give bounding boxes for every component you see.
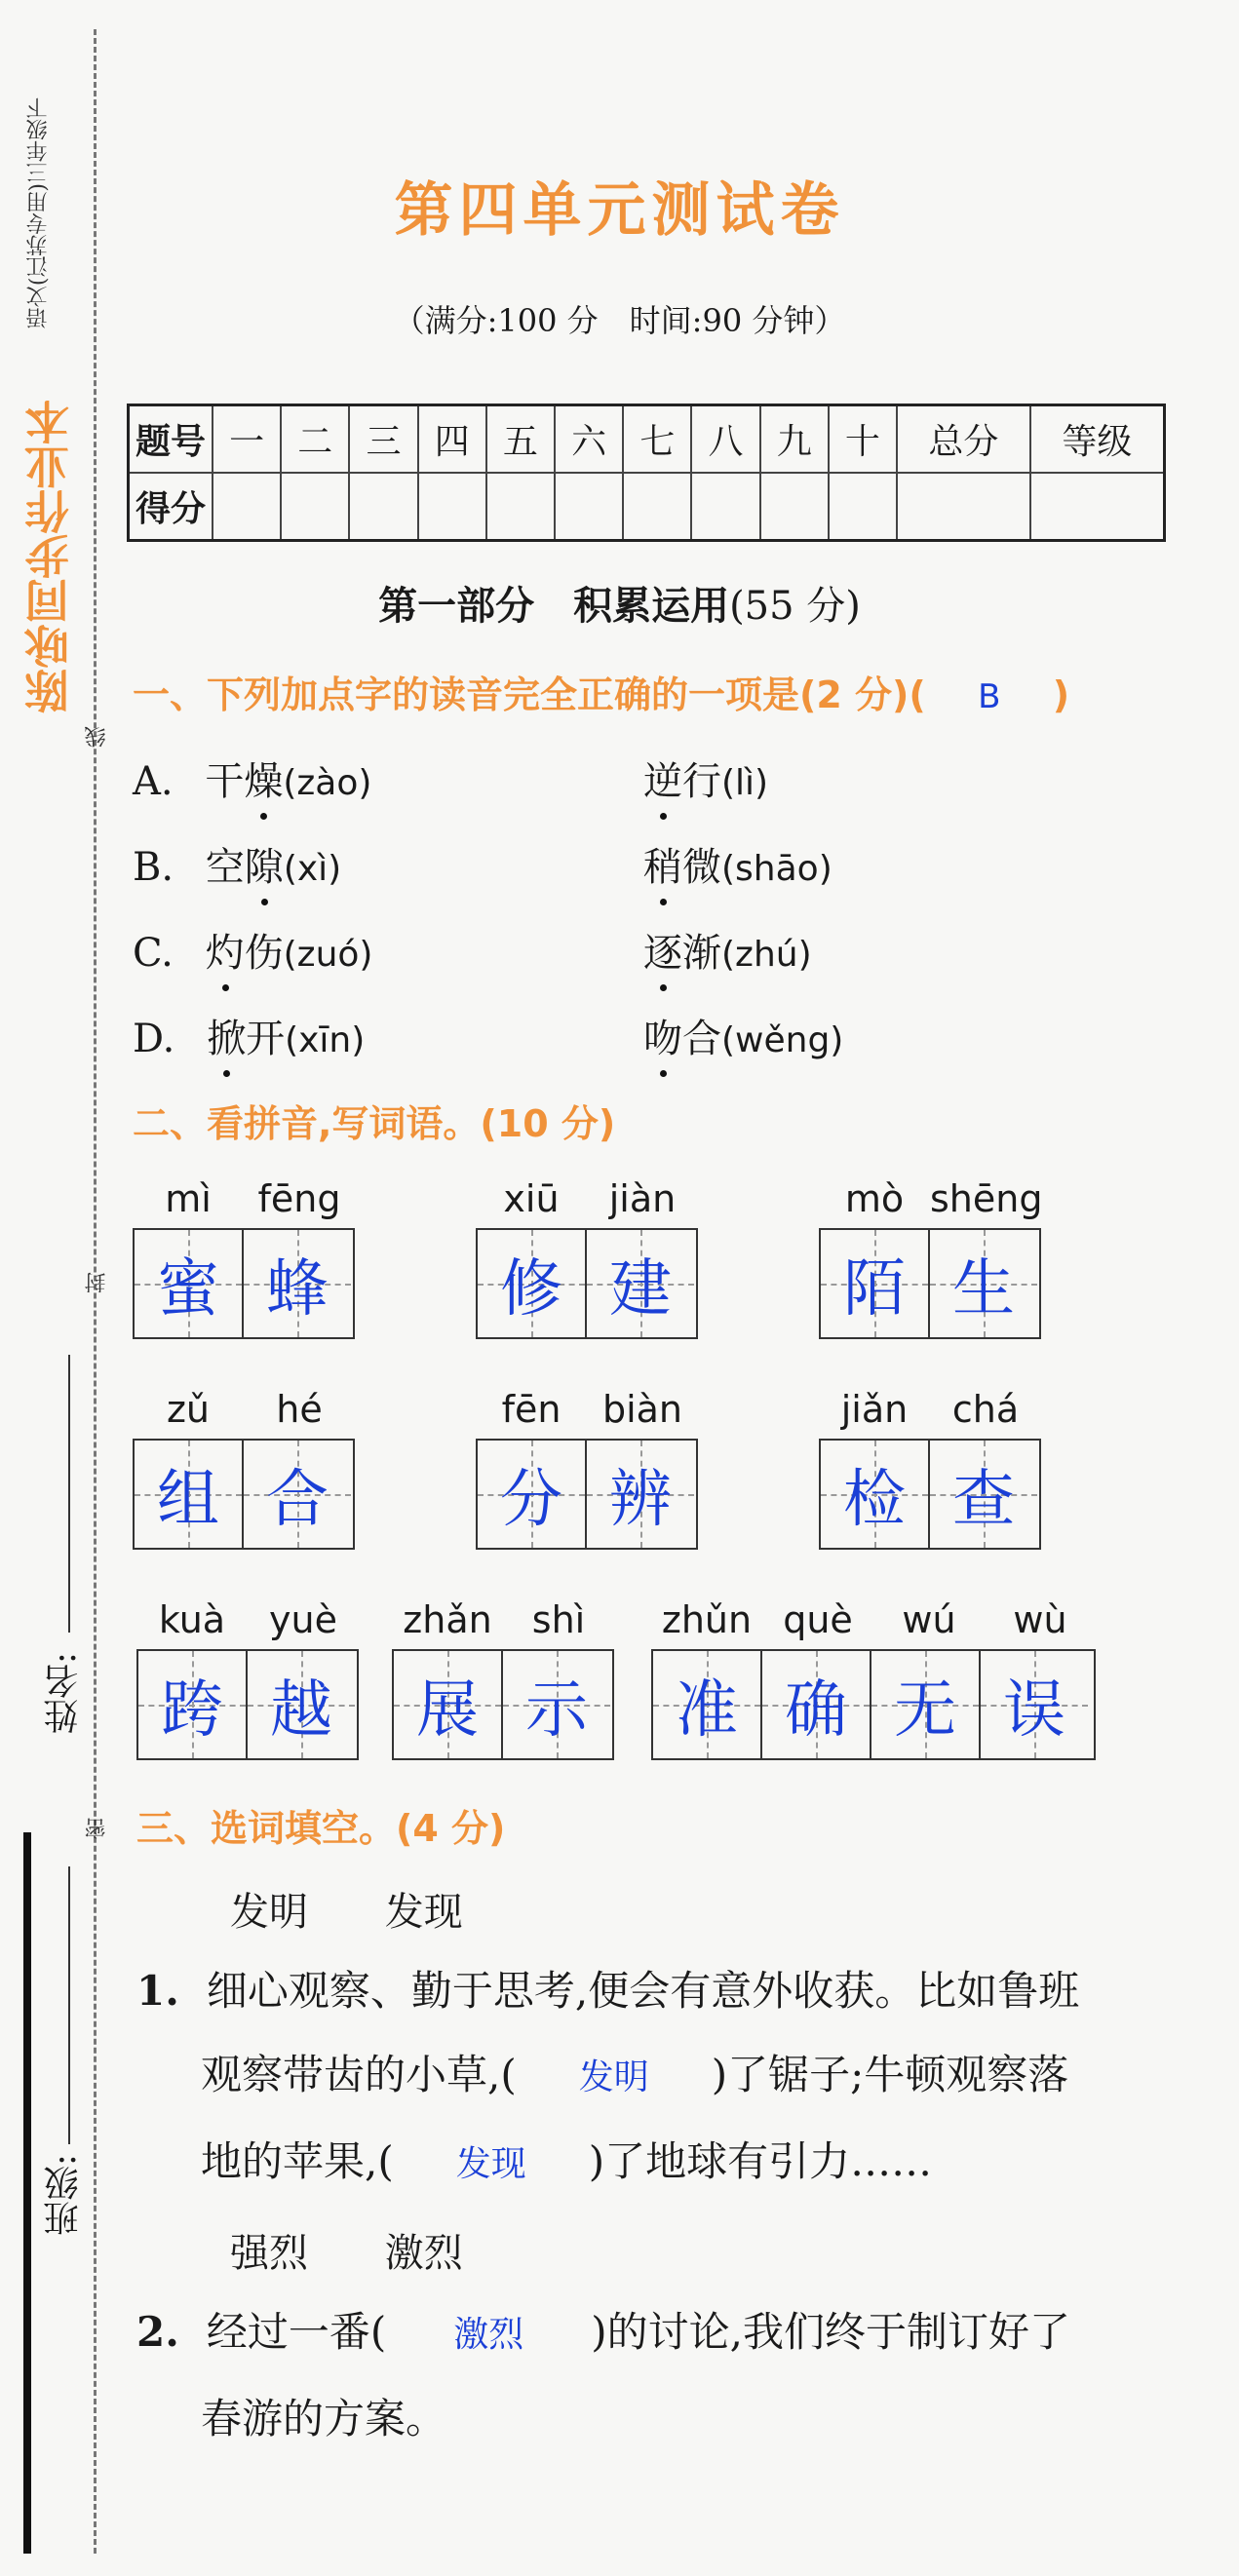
table-header-cell: 七 — [623, 405, 691, 474]
fill-answer-2[interactable]: 发现 — [455, 2144, 526, 2184]
name-label: 姓名: — [44, 1652, 84, 1735]
writing-box[interactable]: 越 — [248, 1651, 355, 1758]
pinyin-group — [133, 1177, 355, 1339]
pinyin-label: zhǎn — [403, 1598, 492, 1641]
pinyin-label: biàn — [601, 1388, 683, 1431]
writing-box[interactable]: 准 — [653, 1651, 762, 1758]
pinyin-group — [651, 1598, 1096, 1760]
score-cell[interactable] — [418, 473, 486, 541]
option-letter: B. — [133, 845, 174, 890]
pinyin-group — [476, 1177, 698, 1339]
table-header-cell: 总分 — [897, 405, 1030, 474]
pinyin-group — [819, 1177, 1041, 1339]
table-header-cell: 二 — [281, 405, 349, 474]
question-1-heading — [133, 665, 1069, 718]
seal-mark-xian: 线 — [85, 726, 109, 748]
word-choice: 强烈 — [230, 2231, 308, 2276]
writing-box[interactable]: 修 — [478, 1230, 587, 1337]
pinyin-label: kuà — [158, 1598, 226, 1641]
option-letter: C. — [133, 931, 174, 976]
pinyin-label: yuè — [269, 1598, 337, 1641]
fill-item-1: 1. 细心观察、勤于思考,便会有意外收获。比如鲁班 观察带齿的小草,( 发明 )了锯子;牛顿观察落 地的苹果,( 发现 )了地球有引力…… — [136, 1949, 1079, 2207]
pinyin-label: jiàn — [608, 1177, 677, 1220]
option-pinyin: (zhú) — [721, 935, 812, 975]
class-line[interactable] — [68, 1866, 70, 2144]
pinyin-group — [133, 1388, 355, 1550]
score-cell[interactable] — [555, 473, 623, 541]
table-header-cell: 五 — [486, 405, 555, 474]
writing-box[interactable]: 建 — [587, 1230, 694, 1337]
option-pinyin: (zào) — [283, 763, 372, 803]
pinyin-label: xiū — [503, 1177, 560, 1220]
writing-box[interactable]: 蜜 — [135, 1230, 244, 1337]
table-row — [129, 405, 1165, 474]
pinyin-label: jiǎn — [840, 1388, 909, 1431]
fill-item-2: 2. 经过一番( 激烈 )的讨论,我们终于制订好了 春游的方案。 — [136, 2290, 1070, 2461]
writing-box[interactable]: 辨 — [587, 1441, 694, 1548]
score-cell[interactable] — [760, 473, 829, 541]
score-cell[interactable] — [897, 473, 1030, 541]
fill-answer-1[interactable]: 发明 — [578, 2057, 649, 2097]
writing-box[interactable]: 确 — [762, 1651, 871, 1758]
score-cell[interactable] — [623, 473, 691, 541]
option-pinyin: (lì) — [721, 763, 769, 803]
table-header-cell: 十 — [829, 405, 897, 474]
score-cell[interactable] — [486, 473, 555, 541]
question-1-close: ) — [1052, 673, 1070, 716]
pinyin-group — [476, 1388, 698, 1550]
option-word: 灼伤 — [206, 931, 284, 976]
score-cell[interactable] — [281, 473, 349, 541]
pinyin-label: hé — [276, 1388, 323, 1431]
pinyin-group — [136, 1598, 359, 1760]
name-line[interactable] — [68, 1355, 70, 1633]
option-word: 空隙 — [206, 845, 284, 890]
table-header-cell: 九 — [760, 405, 829, 474]
table-header-cell: 八 — [691, 405, 759, 474]
score-cell[interactable] — [829, 473, 897, 541]
option-word: 掀开 — [207, 1017, 285, 1061]
pinyin-label: fēng — [257, 1177, 341, 1220]
pinyin-label: zhǔn — [661, 1598, 753, 1641]
option-c-word2: 逐渐(zhú) — [643, 922, 812, 978]
table-row — [129, 473, 1165, 541]
item-number: 1. — [136, 1967, 179, 2015]
class-label: 班级: — [44, 2154, 84, 2237]
writing-box[interactable]: 展 — [394, 1651, 503, 1758]
writing-box[interactable]: 分 — [478, 1441, 587, 1548]
word-choice: 发现 — [384, 1890, 463, 1935]
option-pinyin: (xīn) — [285, 1020, 366, 1060]
pinyin-label: wù — [1013, 1598, 1067, 1641]
option-a[interactable] — [133, 750, 371, 806]
writing-box[interactable]: 蜂 — [244, 1230, 351, 1337]
option-pinyin: (zuó) — [283, 935, 373, 975]
word-choice: 激烈 — [384, 2231, 463, 2276]
option-a-word2: 逆行(lì) — [643, 750, 768, 806]
pinyin-label: què — [783, 1598, 853, 1641]
score-cell[interactable] — [213, 473, 281, 541]
pinyin-label: fēn — [501, 1388, 561, 1431]
page-title: 第四单元测试卷 — [394, 176, 845, 245]
writing-box[interactable]: 组 — [135, 1441, 244, 1548]
writing-box[interactable]: 查 — [930, 1441, 1037, 1548]
option-d[interactable] — [133, 1008, 365, 1063]
pinyin-label: shì — [531, 1598, 586, 1641]
brand-subtitle: 语文(江苏专用)三年级下 — [26, 97, 51, 329]
writing-box[interactable]: 误 — [981, 1651, 1088, 1758]
question-2-heading: 二、看拼音,写词语。(10 分) — [133, 1102, 616, 1145]
table-header-cell: 六 — [555, 405, 623, 474]
question-1-text: 一、下列加点字的读音完全正确的一项是(2 分)( — [133, 673, 926, 716]
writing-box[interactable]: 示 — [503, 1651, 610, 1758]
option-letter: D. — [133, 1017, 175, 1061]
pinyin-label: wú — [902, 1598, 956, 1641]
part-one-title: 第一部分 积累运用 — [378, 583, 730, 629]
pinyin-label: shēng — [930, 1177, 1043, 1220]
writing-box[interactable]: 陌 — [821, 1230, 930, 1337]
part-one-heading — [0, 575, 1239, 631]
exam-info: （满分:100 分 时间:90 分钟） — [393, 302, 846, 339]
table-header-cell: 三 — [349, 405, 417, 474]
table-header-cell: 等级 — [1030, 405, 1165, 474]
option-pinyin: (xì) — [283, 849, 342, 889]
margin-bar — [23, 1832, 31, 2554]
score-cell[interactable] — [349, 473, 417, 541]
table-row-label: 得分 — [129, 473, 213, 541]
option-pinyin: (wěng) — [721, 1020, 844, 1060]
seal-mark-feng: 封 — [85, 1272, 109, 1293]
table-header-cell: 题号 — [129, 405, 213, 474]
pinyin-label: zǔ — [166, 1388, 211, 1431]
fill-answer-3[interactable]: 激烈 — [453, 2315, 524, 2355]
pinyin-label: mì — [165, 1177, 212, 1220]
option-word: 干燥 — [205, 759, 283, 804]
pinyin-group — [392, 1598, 614, 1760]
question-1-answer[interactable]: B — [978, 677, 1001, 716]
option-c[interactable] — [133, 922, 372, 978]
writing-box[interactable]: 跨 — [138, 1651, 248, 1758]
word-choice: 发明 — [230, 1890, 308, 1935]
option-letter: A. — [133, 759, 174, 804]
item-number: 2. — [136, 2308, 179, 2356]
writing-box[interactable]: 生 — [930, 1230, 1037, 1337]
pinyin-label: chá — [951, 1388, 1020, 1431]
writing-box[interactable]: 无 — [871, 1651, 981, 1758]
writing-box[interactable]: 合 — [244, 1441, 351, 1548]
option-b-word2: 稍微(shāo) — [643, 836, 832, 892]
brand-logo-text: 陈咏同步作业本 — [23, 400, 76, 713]
score-cell[interactable] — [691, 473, 759, 541]
word-choice-1 — [230, 1881, 463, 1937]
pinyin-group — [819, 1388, 1041, 1550]
question-3-heading: 三、选词填空。(4 分) — [136, 1807, 506, 1850]
option-b[interactable] — [133, 836, 341, 892]
seal-mark-mi: 密 — [85, 1818, 109, 1839]
option-d-word2: 吻合(wěng) — [643, 1008, 843, 1063]
score-cell[interactable] — [1030, 473, 1165, 541]
part-one-points: (55 分) — [729, 584, 861, 629]
option-pinyin: (shāo) — [721, 849, 832, 889]
table-header-cell: 一 — [213, 405, 281, 474]
word-choice-2 — [230, 2222, 463, 2278]
writing-box[interactable]: 检 — [821, 1441, 930, 1548]
pinyin-label: mò — [844, 1177, 905, 1220]
score-table — [127, 404, 1166, 542]
table-header-cell: 四 — [418, 405, 486, 474]
